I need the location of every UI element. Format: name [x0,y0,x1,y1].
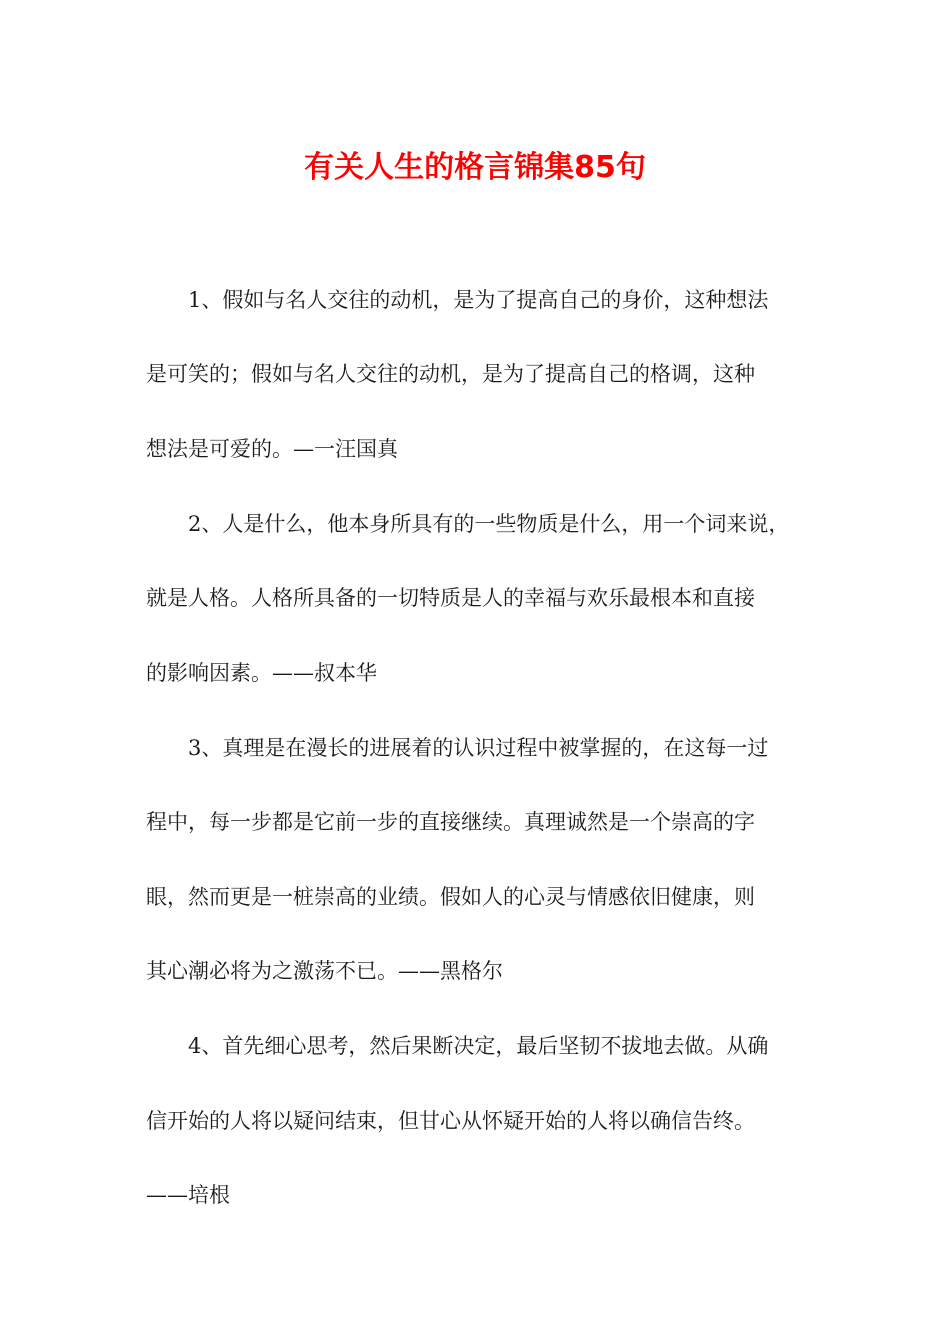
quote-1-line-3: 想法是可爱的。—一汪国真 [146,437,398,461]
document-title: 有关人生的格言锦集85句 [304,150,646,185]
quote-2-line-1: 2、人是什么，他本身所具有的一些物质是什么，用一个词来说， [188,512,790,536]
quote-3-line-2: 程中，每一步都是它前一步的直接继续。真理诚然是一个崇高的字 [146,810,755,834]
quote-4-line-1: 4、首先细心思考，然后果断决定，最后坚韧不拔地去做。从确 [188,1034,769,1058]
quote-2-line-2: 就是人格。人格所具备的一切特质是人的幸福与欢乐最根本和直接 [146,586,755,610]
quote-2-line-3: 的影响因素。——叔本华 [146,661,377,685]
quote-3-line-4: 其心潮必将为之激荡不已。——黑格尔 [146,959,503,983]
quote-3-line-3: 眼，然而更是一桩崇高的业绩。假如人的心灵与情感依旧健康，则 [146,885,755,909]
quote-4-line-2: 信开始的人将以疑问结束，但甘心从怀疑开始的人将以确信告终。 [146,1109,755,1133]
quote-1-line-2: 是可笑的；假如与名人交往的动机，是为了提高自己的格调，这种 [146,362,755,386]
quote-1-line-1: 1、假如与名人交往的动机，是为了提高自己的身价，这种想法 [188,288,769,312]
quote-4-line-3: ——培根 [146,1183,230,1207]
quote-3-line-1: 3、真理是在漫长的进展着的认识过程中被掌握的，在这每一过 [188,736,769,760]
